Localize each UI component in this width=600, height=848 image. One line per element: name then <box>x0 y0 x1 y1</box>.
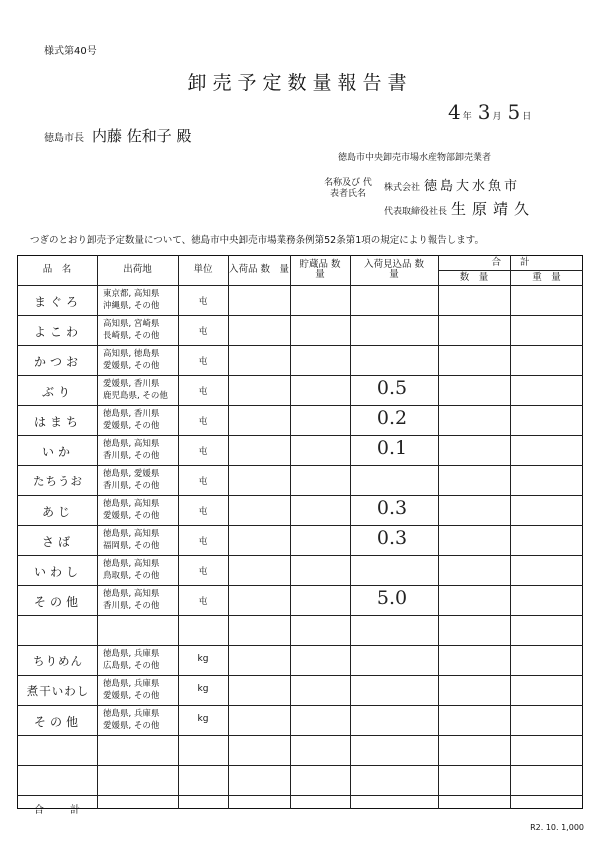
header-expected: 入荷見込品 数 量 <box>363 259 444 280</box>
company <box>384 175 520 194</box>
origin-line: 愛媛県, その他 <box>103 361 160 371</box>
unit-value: 屯 <box>198 417 208 427</box>
origin-line: 愛媛県, 香川県 <box>103 379 160 389</box>
origin-line: 東京都, 高知県 <box>103 289 160 299</box>
origin-line: 香川県, その他 <box>103 451 160 461</box>
header-unit: 単位 <box>193 264 213 275</box>
origin-line: 徳島県, 高知県 <box>103 529 160 539</box>
date-month: 3 <box>477 100 491 124</box>
item-name: その他 <box>33 595 82 609</box>
unit-value: 屯 <box>198 507 208 517</box>
expected-quantity: 0.1 <box>376 437 408 459</box>
date-day: 5 <box>507 100 521 124</box>
date-day-unit: 日 <box>522 112 532 122</box>
unit-value: 屯 <box>198 357 208 367</box>
company-name: 徳島大水魚市 <box>424 179 521 194</box>
item-name: よこわ <box>33 325 82 339</box>
header-origin: 出荷地 <box>123 264 152 275</box>
row-divider <box>17 555 583 556</box>
date-month-unit: 月 <box>492 112 502 122</box>
item-name: さば <box>41 535 74 549</box>
row-divider <box>17 345 583 346</box>
column-divider <box>228 255 229 809</box>
origin-line: 愛媛県, その他 <box>103 421 160 431</box>
print-note: R2. 10. 1,000 <box>530 823 584 832</box>
header-divider <box>17 285 583 286</box>
origin-line: 鹿児島県, その他 <box>103 391 168 401</box>
reporter-category: 徳島市中央卸売市場水産物部卸売業者 <box>338 153 492 163</box>
item-name: ちりめん <box>33 654 83 668</box>
header-stored: 貯蔵品 数 量 <box>299 259 351 280</box>
header-item: 品 名 <box>42 264 72 275</box>
header-total-count: 数 量 <box>459 271 489 283</box>
origin-line: 徳島県, 高知県 <box>103 499 160 509</box>
item-name: はまち <box>33 415 82 429</box>
header-arrival: 入荷品 数 量 <box>228 264 290 275</box>
origin-line: 愛媛県, その他 <box>103 721 160 731</box>
origin-line: 徳島県, 愛媛県 <box>103 469 160 479</box>
date-year: 4 <box>448 100 461 124</box>
addressee <box>44 125 192 146</box>
row-divider <box>17 315 583 316</box>
header-total-weight: 重 量 <box>532 271 561 283</box>
name-label: 名称及び 代表者氏名 <box>324 178 372 199</box>
origin-line: 香川県, その他 <box>103 481 160 491</box>
origin-line: 香川県, その他 <box>103 601 160 611</box>
column-divider <box>97 255 98 809</box>
date-year-unit: 年 <box>462 112 472 122</box>
origin-line: 徳島県, 兵庫県 <box>103 679 160 689</box>
unit-value: 屯 <box>198 537 208 547</box>
row-divider <box>17 435 583 436</box>
row-divider <box>17 765 583 766</box>
unit-value: 屯 <box>198 297 208 307</box>
expected-quantity: 5.0 <box>376 587 408 609</box>
form-number: 様式第40号 <box>44 46 97 57</box>
item-name: 煮干いわし <box>26 684 90 698</box>
column-divider <box>290 255 291 809</box>
unit-value: 屯 <box>198 447 208 457</box>
origin-line: 福岡県, その他 <box>103 541 160 551</box>
row-divider <box>17 585 583 586</box>
rep-name: 生原靖久 <box>451 200 536 218</box>
unit-value: 屯 <box>198 387 208 397</box>
origin-line: 徳島県, 高知県 <box>103 439 160 449</box>
row-divider <box>17 465 583 466</box>
origin-line: 沖縄県, その他 <box>103 301 160 311</box>
item-name: いか <box>41 445 74 459</box>
item-name: ぶり <box>41 385 74 399</box>
representative <box>384 198 535 219</box>
statement: つぎのとおり卸売予定数量について、徳島市中央卸売市場業務条例第52条第1項の規定により報告します。 <box>30 235 484 246</box>
origin-line: 愛媛県, その他 <box>103 691 160 701</box>
unit-value: kg <box>197 654 209 664</box>
column-divider <box>510 255 511 809</box>
report-date <box>448 100 537 124</box>
expected-quantity: 0.3 <box>376 497 408 519</box>
item-name: まぐろ <box>33 295 82 309</box>
row-divider <box>17 735 583 736</box>
row-divider <box>17 675 583 676</box>
row-divider <box>17 405 583 406</box>
unit-value: 屯 <box>198 477 208 487</box>
row-divider <box>17 525 583 526</box>
origin-line: 広島県, その他 <box>103 661 160 671</box>
item-name: いわし <box>33 565 82 579</box>
item-name: たちうお <box>33 474 83 488</box>
header-total: 合 計 <box>491 256 530 268</box>
page-title: 卸売予定数量報告書 <box>187 72 413 94</box>
origin-line: 徳島県, 兵庫県 <box>103 649 160 659</box>
row-divider <box>17 705 583 706</box>
origin-line: 徳島県, 香川県 <box>103 409 160 419</box>
row-divider <box>17 375 583 376</box>
origin-line: 鳥取県, その他 <box>103 571 160 581</box>
origin-line: 徳島県, 高知県 <box>103 559 160 569</box>
unit-value: kg <box>197 684 209 694</box>
rep-title: 代表取締役社長 <box>384 207 448 217</box>
unit-value: 屯 <box>198 327 208 337</box>
item-name: あじ <box>41 505 74 519</box>
column-divider <box>438 255 439 809</box>
origin-line: 高知県, 宮崎県 <box>103 319 160 329</box>
unit-value: 屯 <box>198 567 208 577</box>
origin-line: 長崎県, その他 <box>103 331 160 341</box>
expected-quantity: 0.2 <box>376 407 408 429</box>
addressee-role: 徳島市長 <box>44 133 84 144</box>
origin-line: 愛媛県, その他 <box>103 511 160 521</box>
unit-value: kg <box>197 714 209 724</box>
row-divider <box>17 645 583 646</box>
item-name: かつお <box>33 355 82 369</box>
row-divider <box>17 495 583 496</box>
row-divider <box>17 615 583 616</box>
origin-line: 徳島県, 兵庫県 <box>103 709 160 719</box>
origin-line: 徳島県, 高知県 <box>103 589 160 599</box>
total-label: 合 計 <box>34 805 82 816</box>
origin-line: 高知県, 徳島県 <box>103 349 160 359</box>
item-name: その他 <box>33 715 82 729</box>
expected-quantity: 0.5 <box>376 377 408 399</box>
addressee-name: 内藤 佐和子 殿 <box>92 127 192 145</box>
column-divider <box>350 255 351 809</box>
company-prefix: 株式会社 <box>384 183 421 193</box>
unit-value: 屯 <box>198 597 208 607</box>
row-divider <box>17 795 583 796</box>
report-table <box>17 255 583 809</box>
expected-quantity: 0.3 <box>376 527 408 549</box>
